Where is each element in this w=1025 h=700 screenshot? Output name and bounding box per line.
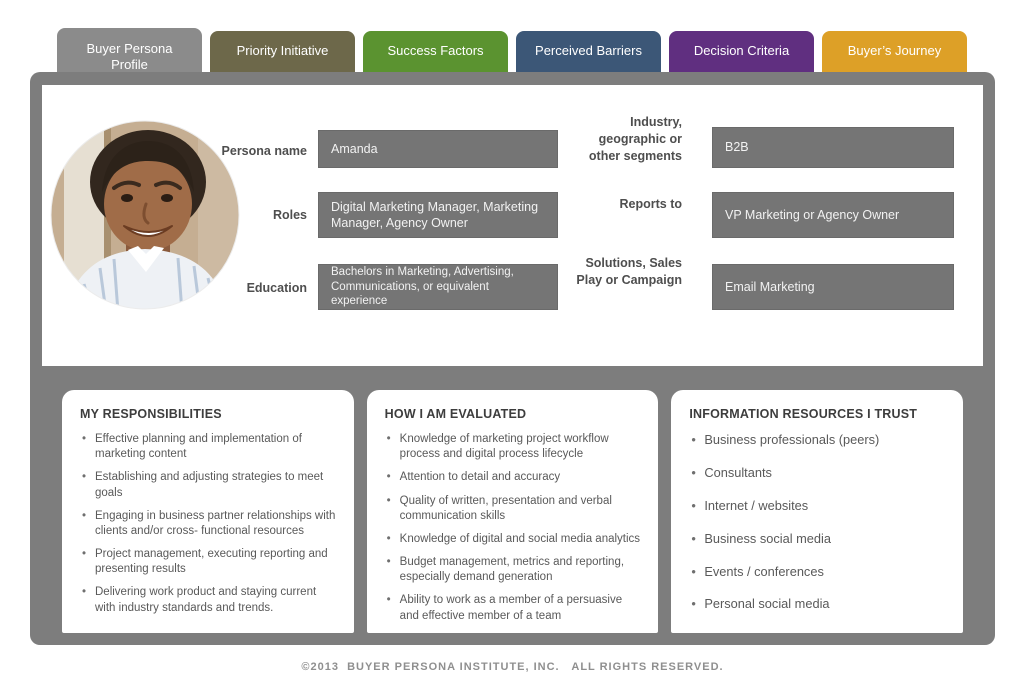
industry-segments-field[interactable]: B2B: [712, 127, 954, 168]
resources-card: [671, 390, 963, 633]
evaluation-title: HOW I AM EVALUATED: [384, 407, 527, 421]
details-section: [42, 390, 983, 633]
list-item: • Business professionals (peers): [689, 432, 945, 449]
list-item: • Events / conferences: [689, 564, 945, 581]
tab-decision-criteria[interactable]: Decision Criteria: [669, 31, 814, 72]
tab-buyers-journey[interactable]: Buyer’s Journey: [822, 31, 967, 72]
list-item: • Engaging in business partner relationships with clients and/or cross- functional resources: [80, 509, 336, 539]
tab-perceived-barriers[interactable]: Perceived Barriers: [516, 31, 661, 72]
responsibilities-card: [62, 390, 354, 633]
persona-name-label: Persona name: [221, 144, 307, 158]
industry-segments-label: Industry, geographic or other segments: [588, 115, 682, 163]
tab-priority-initiative[interactable]: Priority Initiative: [210, 31, 355, 72]
list-item: • Establishing and adjusting strategies to meet goals: [80, 470, 336, 500]
resources-title: INFORMATION RESOURCES I TRUST: [689, 407, 918, 421]
list-item: • Budget management, metrics and reporting, especially demand generation: [385, 555, 641, 585]
evaluation-card: [367, 390, 659, 633]
list-item: • Attention to detail and accuracy: [385, 470, 641, 485]
roles-field[interactable]: Digital Marketing Manager, Marketing Manager, Agency Owner: [318, 192, 558, 238]
education-label: Education: [246, 281, 307, 295]
tab-success-factors[interactable]: Success Factors: [363, 31, 508, 72]
list-item: • Project management, executing reporting and presenting results: [80, 547, 336, 577]
list-item: • Consultants: [689, 465, 945, 482]
list-item: • Knowledge of marketing project workflow process and digital process lifecycle: [385, 432, 641, 462]
responsibilities-title: MY RESPONSIBILITIES: [80, 407, 222, 421]
responsibilities-list: [80, 432, 336, 616]
list-item: • Quality of written, presentation and verbal communication skills: [385, 494, 641, 524]
roles-label: Roles: [272, 208, 307, 222]
copyright-notice: ©2013 BUYER PERSONA INSTITUTE, INC. ALL RIGHTS RESERVED.: [301, 661, 724, 673]
list-item: • Knowledge of digital and social media analytics: [385, 532, 641, 547]
list-item: • Business social media: [689, 531, 945, 548]
solutions-campaign-label: Solutions, Sales Play or Campaign: [576, 256, 682, 287]
resources-list: [689, 432, 945, 613]
tab-buyer-persona-profile[interactable]: Buyer Persona Profile: [57, 28, 202, 86]
reports-to-label: Reports to: [619, 197, 682, 211]
persona-name-field[interactable]: Amanda: [318, 130, 558, 168]
reports-to-field[interactable]: VP Marketing or Agency Owner: [712, 192, 954, 238]
list-item: • Delivering work product and staying current with industry standards and trends.: [80, 585, 336, 615]
list-item: • Internet / websites: [689, 498, 945, 515]
evaluation-list: [385, 432, 641, 624]
solutions-campaign-field[interactable]: Email Marketing: [712, 264, 954, 310]
education-field[interactable]: Bachelors in Marketing, Advertising, Communications, or equivalent experience: [318, 264, 558, 310]
list-item: • Personal social media: [689, 596, 945, 613]
list-item: • Ability to work as a member of a persuasive and effective member of a team: [385, 593, 641, 623]
list-item: • Effective planning and implementation of marketing content: [80, 432, 336, 462]
